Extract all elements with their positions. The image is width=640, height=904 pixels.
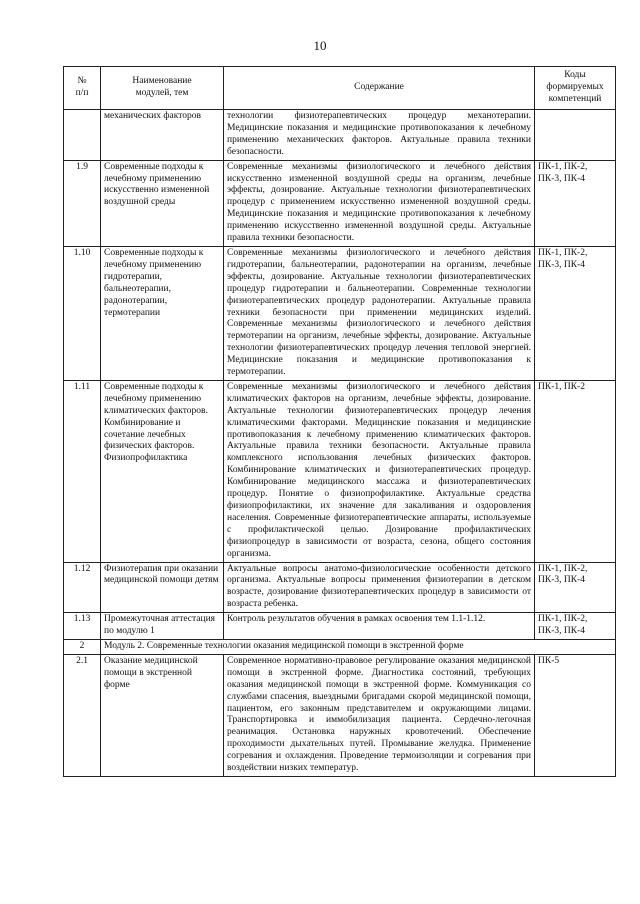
module-title: Модуль 2. Современные технологии оказания медицинской помощи в экстренной форме xyxy=(101,639,616,654)
module-num: 2 xyxy=(64,639,101,654)
row-module: Оказание медицинской помощи в экстренной форме xyxy=(101,654,224,776)
row-content: Актуальные вопросы анатомо-физиологические особенности детского организма. Актуальные вопросы применения физиотерапии в детском возрасте, дозирование физиотерапевтических процедур в зависимости от возраста ребенка. xyxy=(224,562,535,613)
row-num: 1.11 xyxy=(64,380,101,562)
header-num: № п/п xyxy=(64,67,101,110)
table-row xyxy=(64,613,616,640)
row-num: 1.9 xyxy=(64,160,101,246)
row-codes: ПК-1, ПК-2 xyxy=(535,380,616,562)
row-module: механических факторов xyxy=(101,110,224,161)
row-num: 1.12 xyxy=(64,562,101,613)
table-row xyxy=(64,246,616,380)
row-num: 1.10 xyxy=(64,246,101,380)
row-module: Современные подходы к лечебному применению гидротерапии, бальнеотерапии, радонотерапии, термотерапии xyxy=(101,246,224,380)
curriculum-table xyxy=(63,66,616,777)
table-header-row xyxy=(64,67,616,110)
page-number: 10 xyxy=(313,38,327,53)
row-codes: ПК-1, ПК-2, ПК-3, ПК-4 xyxy=(535,246,616,380)
row-num: 1.13 xyxy=(64,613,101,640)
row-module: Физиотерапия при оказании медицинской помощи детям xyxy=(101,562,224,613)
table-row xyxy=(64,110,616,161)
header-content: Содержание xyxy=(224,67,535,110)
table-row xyxy=(64,380,616,562)
row-content: технологии физиотерапевтических процедур механотерапии. Медицинские показания и медицинские противопоказания к лечебному применению механических факторов. Актуальные правила техники безопасности. xyxy=(224,110,535,161)
table-row xyxy=(64,654,616,776)
row-module: Современные подходы к лечебному применению климатических факторов. Комбинирование и сочетание лечебных физических факторов. Физиопрофилактика xyxy=(101,380,224,562)
module-heading-row xyxy=(64,639,616,654)
row-module: Современные подходы к лечебному применению искусственно измененной воздушной среды xyxy=(101,160,224,246)
header-module: Наименование модулей, тем xyxy=(101,67,224,110)
row-codes: ПК-1, ПК-2, ПК-3, ПК-4 xyxy=(535,160,616,246)
table-row xyxy=(64,562,616,613)
table-row xyxy=(64,160,616,246)
row-content: Современные механизмы физиологического и лечебного действия гидротерапии, бальнеотерапии, радонотерапии на организм, лечебные эффекты, дозирование. Актуальные технологии физиотерапевтических процедур гидротерапии и бальнеотерапии. Современные технологии физиотерапевтических процедур радонотерапии. Актуальные правила техники безопасности при применении медицинских изделий. Современные механизмы физиологического и лечебного действия термотерапии на организм, лечебные эффекты, дозирование. Актуальные технологии физиотерапевтических процедур лечения тепловой энергией. Медицинские показания и медицинские противопоказания к термотерапии. xyxy=(224,246,535,380)
row-content: Современные механизмы физиологического и лечебного действия искусственно измененной воздушной среды на организм, лечебные эффекты, дозирование. Актуальные технологии физиотерапевтических процедур с применением искусственно измененной воздушной среды. Медицинские показания и медицинские противопоказания к лечебному применению искусственно измененной воздушной среды. Актуальные правила техники безопасности. xyxy=(224,160,535,246)
row-codes: ПК-1, ПК-2, ПК-3, ПК-4 xyxy=(535,613,616,640)
row-content: Современные механизмы физиологического и лечебного действия климатических факторов на организм, лечебные эффекты, дозирование. Актуальные технологии физиотерапевтических процедур лечения климатическими факторами. Медицинские показания и медицинские противопоказания к лечебному применению климатических факторов. Актуальные правила техники безопасности. Актуальные правила комплексного использования лечебных физических факторов. Комбинирование климатических и физиотерапевтических процедур. Комбинирование медицинского массажа и физиотерапевтических процедур. Понятие о физиопрофилактике. Актуальные средства физиопрофилактики, их значение для закаливания и оздоровления населения. Современные физиотерапевтические аппараты, используемые с профилактической целью. Дозирование профилактических физиопроцедур в зависимости от возраста, сезона, общего состояния организма. xyxy=(224,380,535,562)
row-num xyxy=(64,110,101,161)
row-codes: ПК-1, ПК-2, ПК-3, ПК-4 xyxy=(535,562,616,613)
header-codes: Коды формируемых компетенций xyxy=(535,67,616,110)
row-codes: ПК-5 xyxy=(535,654,616,776)
row-module: Промежуточная аттестация по модулю 1 xyxy=(101,613,224,640)
row-num: 2.1 xyxy=(64,654,101,776)
row-content: Контроль результатов обучения в рамках освоения тем 1.1-1.12. xyxy=(224,613,535,640)
row-codes xyxy=(535,110,616,161)
row-content: Современное нормативно-правовое регулирование оказания медицинской помощи в экстренной форме. Диагностика состояний, требующих оказания медицинской помощи в экстренной форме. Коммуникация со службами спасения, выездными бригадами скорой медицинской помощи, пациентом, его законным представителем и окружающими лицами. Транспортировка и иммобилизация пациента. Сердечно-легочная реанимация. Остановка наружных кровотечений. Обеспечение проходимости дыхательных путей. Промывание желудка. Применение согревания и охлаждения. Проведение термоизоляции и согревания при воздействии низких температур. xyxy=(224,654,535,776)
